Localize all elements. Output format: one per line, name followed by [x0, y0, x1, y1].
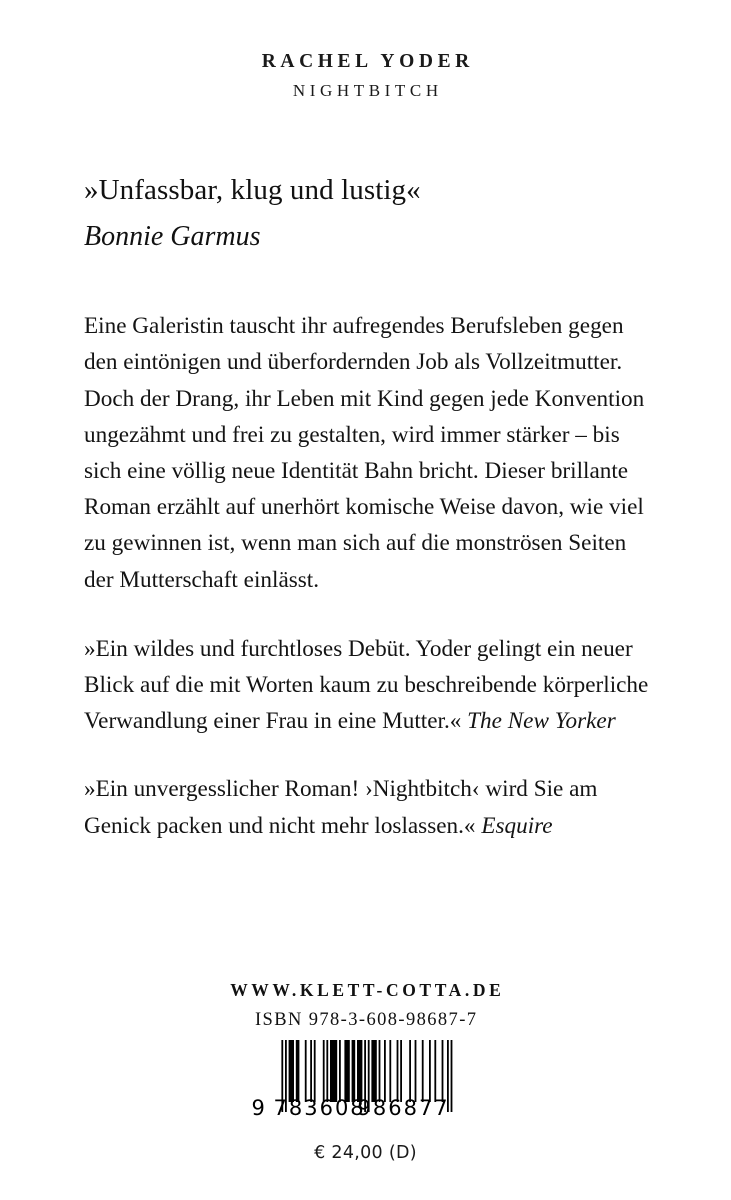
- book-title: NIGHTBITCH: [292, 81, 443, 101]
- isbn-text: ISBN 978-3-608-98687-7: [254, 1009, 478, 1030]
- review-paragraph-esquire: [84, 771, 652, 843]
- cover-header: [0, 50, 731, 102]
- review-paragraph-new-yorker: [84, 631, 652, 740]
- pull-quote-source: Bonnie Garmus: [84, 221, 261, 253]
- cover-text-column: [84, 172, 652, 844]
- price-label: € 24,00 (D): [314, 1143, 417, 1163]
- barcode-digits: [252, 1098, 456, 1119]
- barcode-block: [0, 1040, 731, 1164]
- cover-footer: [0, 980, 731, 1032]
- review-source-new-yorker: The New Yorker: [467, 708, 616, 735]
- review-source-esquire: Esquire: [481, 812, 553, 839]
- barcode: [251, 1040, 456, 1128]
- barcode-digit-lead: 9: [251, 1096, 265, 1120]
- author-name: RACHEL YODER: [261, 51, 474, 72]
- barcode-digits-right: 986877: [357, 1096, 450, 1120]
- synopsis-paragraph: [84, 308, 652, 598]
- publisher-url: WWW.KLETT-COTTA.DE: [230, 980, 505, 1000]
- synopsis-text: Eine Galeristin tauscht ihr aufregendes Berufsleben gegen den eintönigen und überfordernden Job als Vollzeitmutter. Doch der Drang, ihr Leben mit Kind gegen jede Konvention ungezähmt und frei zu gestalten, wird immer stärker – bis sich eine völlig neue Identität Bahn bricht. Dieser brillante Roman erzählt auf unerhört komische Weise davon, wie viel zu gewinnen ist, wenn man sich auf die monströsen Seiten der Mutterschaft einlässt.: [84, 313, 645, 593]
- barcode-digits-left: 783608: [273, 1096, 366, 1120]
- review-text-new-yorker: »Ein wildes und furchtloses Debüt. Yoder gelingt ein neuer Blick auf die mit Worten kaum zu beschreibende körperliche Verwandlung einer Frau in eine Mutter.«: [84, 635, 649, 735]
- review-text-esquire: »Ein unvergesslicher Roman! ›Nightbitch‹ wird Sie am Genick packen und nicht mehr loslassen.«: [84, 776, 598, 839]
- pull-quote: »Unfassbar, klug und lustig«: [84, 174, 421, 206]
